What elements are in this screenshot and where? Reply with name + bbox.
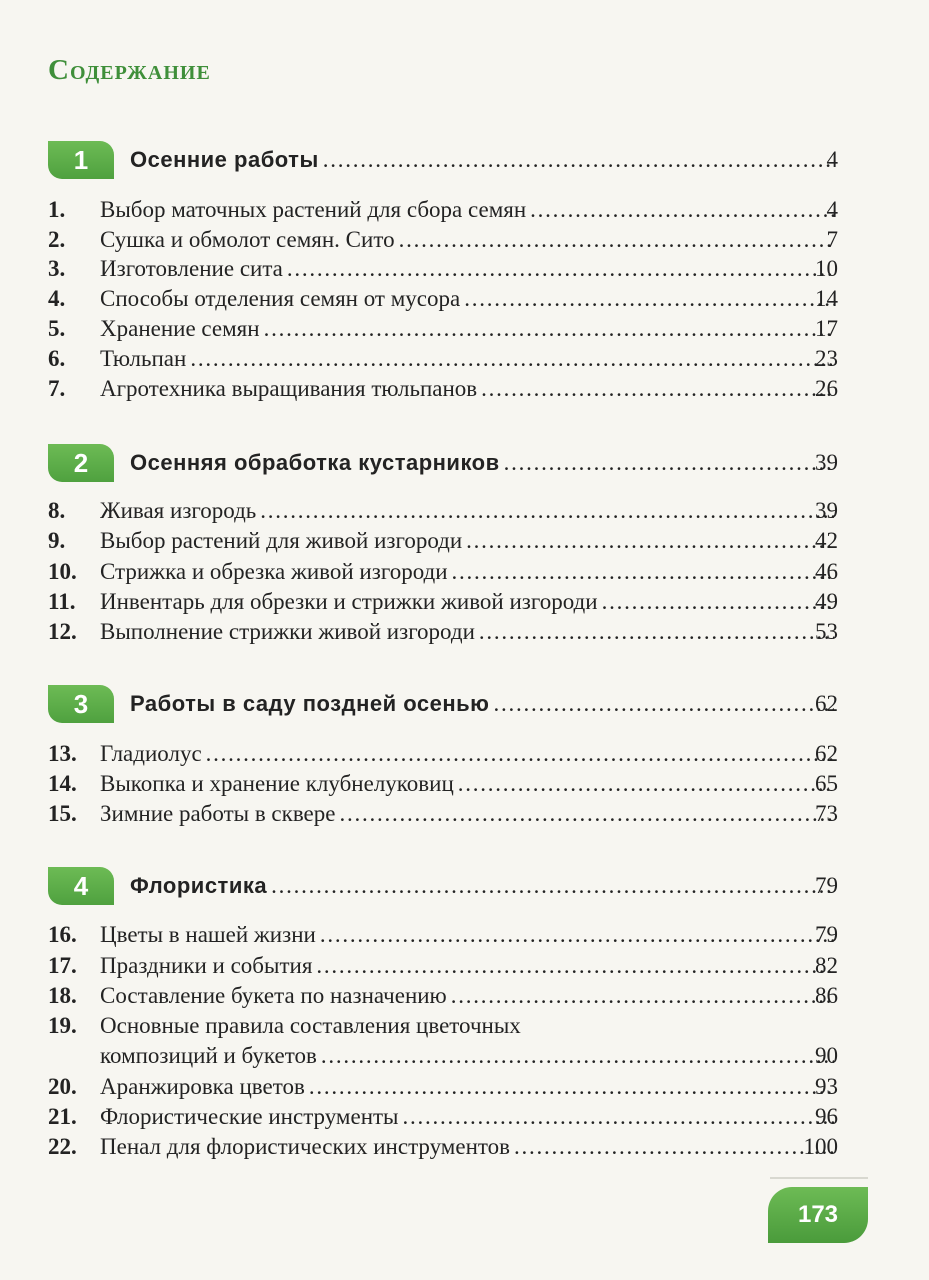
leader-dots: [320, 919, 834, 951]
footer-divider: [770, 1177, 868, 1179]
toc-entry-6[interactable]: [0, 343, 929, 375]
section-title: Работы в саду поздней осенью: [130, 691, 490, 716]
entry-title: Праздники и события: [100, 953, 313, 978]
leader-dots: [260, 495, 834, 527]
leader-dots: [451, 980, 834, 1012]
entry-title: Гладиолус: [100, 741, 202, 766]
page-ref: 93: [815, 1074, 838, 1099]
entry-title: Флористические инструменты: [100, 1104, 399, 1129]
entry-title: Сушка и обмолот семян. Сито: [100, 227, 395, 252]
leader-dots: [481, 373, 834, 405]
toc-entry-9[interactable]: [0, 525, 929, 557]
page-ref: 65: [815, 771, 838, 796]
leader-dots: [504, 447, 834, 479]
page-ref: 82: [815, 953, 838, 978]
leader-dots: [323, 144, 834, 176]
entry-title: Живая изгородь: [100, 498, 257, 523]
page-ref: 39: [815, 450, 838, 475]
page-ref: 49: [815, 589, 838, 614]
section-title: Осенние работы: [130, 147, 319, 172]
leader-dots: [316, 950, 834, 982]
entry-number: 18.: [48, 983, 77, 1008]
entry-number: 2.: [48, 227, 66, 252]
section-badge: 1: [48, 141, 114, 179]
entry-number: 20.: [48, 1074, 77, 1099]
toc-entry-11[interactable]: [0, 586, 929, 618]
entry-number: 17.: [48, 953, 77, 978]
toc-entry-2[interactable]: [0, 224, 929, 256]
section-badge: 4: [48, 867, 114, 905]
section-badge: 3: [48, 685, 114, 723]
leader-dots: [264, 313, 834, 345]
entry-title: Основные правила составления цветочных: [100, 1013, 521, 1038]
leader-dots: [493, 688, 834, 720]
toc-entry-20[interactable]: [0, 1071, 929, 1103]
toc-entry-14[interactable]: [0, 768, 929, 800]
page-title: Содержание: [48, 54, 211, 86]
section-4-heading[interactable]: [0, 870, 929, 902]
leader-dots: [514, 1131, 834, 1163]
entry-number: 3.: [48, 256, 66, 281]
section-title: Флористика: [130, 873, 268, 898]
leader-dots: [271, 870, 834, 902]
toc-entry-4[interactable]: [0, 283, 929, 315]
toc-entry-19-line1[interactable]: [0, 1010, 929, 1042]
entry-number: 16.: [48, 922, 77, 947]
toc-entry-7[interactable]: [0, 373, 929, 405]
entry-title: Выполнение стрижки живой изгороди: [100, 619, 475, 644]
toc-entry-12[interactable]: [0, 616, 929, 648]
page-ref: 4: [826, 147, 838, 172]
toc-entry-22[interactable]: [0, 1131, 929, 1163]
page-ref: 4: [826, 197, 838, 222]
entry-number: 22.: [48, 1134, 77, 1159]
page-ref: 90: [815, 1043, 838, 1068]
page-ref: 39: [815, 498, 838, 523]
toc-entry-15[interactable]: [0, 798, 929, 830]
toc-entry-13[interactable]: [0, 738, 929, 770]
toc-entry-10[interactable]: [0, 556, 929, 588]
leader-dots: [464, 283, 834, 315]
entry-number: 6.: [48, 346, 66, 371]
entry-title: Хранение семян: [100, 316, 260, 341]
page-ref: 23: [815, 346, 838, 371]
entry-title: Выкопка и хранение клубнелуковиц: [100, 771, 454, 796]
entry-title: Аранжировка цветов: [100, 1074, 305, 1099]
entry-title: Пенал для флористических инструментов: [100, 1134, 510, 1159]
page-ref: 46: [815, 559, 838, 584]
entry-title-continued: композиций и букетов: [100, 1043, 317, 1068]
entry-number: 19.: [48, 1013, 77, 1038]
toc-entry-8[interactable]: [0, 495, 929, 527]
page-ref: 53: [815, 619, 838, 644]
entry-title: Выбор маточных растений для сбора семян: [100, 197, 527, 222]
page-ref: 86: [815, 983, 838, 1008]
leader-dots: [602, 586, 834, 618]
entry-number: 7.: [48, 376, 66, 401]
page-ref: 96: [815, 1104, 838, 1129]
page-ref: 14: [815, 286, 838, 311]
entry-number: 21.: [48, 1104, 77, 1129]
page-ref: 7: [826, 227, 838, 252]
toc-entry-18[interactable]: [0, 980, 929, 1012]
leader-dots: [206, 738, 834, 770]
entry-number: 9.: [48, 528, 66, 553]
entry-number: 5.: [48, 316, 66, 341]
leader-dots: [466, 525, 834, 557]
page-ref: 79: [815, 922, 838, 947]
entry-number: 14.: [48, 771, 77, 796]
entry-number: 15.: [48, 801, 77, 826]
leader-dots: [458, 768, 834, 800]
entry-title: Инвентарь для обрезки и стрижки живой изгороди: [100, 589, 598, 614]
section-1-heading[interactable]: [0, 144, 929, 176]
entry-title: Агротехника выращивания тюльпанов: [100, 376, 478, 401]
page-ref: 10: [815, 256, 838, 281]
leader-dots: [479, 616, 834, 648]
page-ref: 79: [815, 873, 838, 898]
leader-dots: [339, 798, 834, 830]
page-number-badge: 173: [768, 1187, 868, 1243]
entry-title: Тюльпан: [100, 346, 187, 371]
leader-dots: [530, 194, 834, 226]
toc-entry-21[interactable]: [0, 1101, 929, 1133]
toc-entry-19-line2[interactable]: [0, 1040, 929, 1072]
entry-title: Выбор растений для живой изгороди: [100, 528, 463, 553]
leader-dots: [403, 1101, 834, 1133]
section-2-heading[interactable]: [0, 447, 929, 479]
entry-number: 10.: [48, 559, 77, 584]
leader-dots: [309, 1071, 834, 1103]
toc-entry-17[interactable]: [0, 950, 929, 982]
entry-number: 12.: [48, 619, 77, 644]
toc-entry-5[interactable]: [0, 313, 929, 345]
leader-dots: [399, 224, 834, 256]
entry-number: 4.: [48, 286, 66, 311]
section-title: Осенняя обработка кустарников: [130, 450, 500, 475]
entry-title: Стрижка и обрезка живой изгороди: [100, 559, 448, 584]
section-badge: 2: [48, 444, 114, 482]
entry-title: Способы отделения семян от мусора: [100, 286, 461, 311]
page-ref: 62: [815, 691, 838, 716]
leader-dots: [321, 1040, 834, 1072]
entry-title: Изготовление сита: [100, 256, 283, 281]
toc-entry-16[interactable]: [0, 919, 929, 951]
entry-number: 11.: [48, 589, 76, 614]
toc-entry-3[interactable]: [0, 253, 929, 285]
page-ref: 42: [815, 528, 838, 553]
leader-dots: [190, 343, 834, 375]
page-ref: 100: [803, 1134, 838, 1159]
entry-number: 1.: [48, 197, 66, 222]
page-ref: 73: [815, 801, 838, 826]
page-ref: 62: [815, 741, 838, 766]
entry-title: Зимние работы в сквере: [100, 801, 336, 826]
section-3-heading[interactable]: [0, 688, 929, 720]
toc-entry-1[interactable]: [0, 194, 929, 226]
entry-title: Составление букета по назначению: [100, 983, 447, 1008]
entry-number: 8.: [48, 498, 66, 523]
page-ref: 26: [815, 376, 838, 401]
page-ref: 17: [815, 316, 838, 341]
entry-number: 13.: [48, 741, 77, 766]
leader-dots: [452, 556, 834, 588]
leader-dots: [287, 253, 834, 285]
entry-title: Цветы в нашей жизни: [100, 922, 316, 947]
